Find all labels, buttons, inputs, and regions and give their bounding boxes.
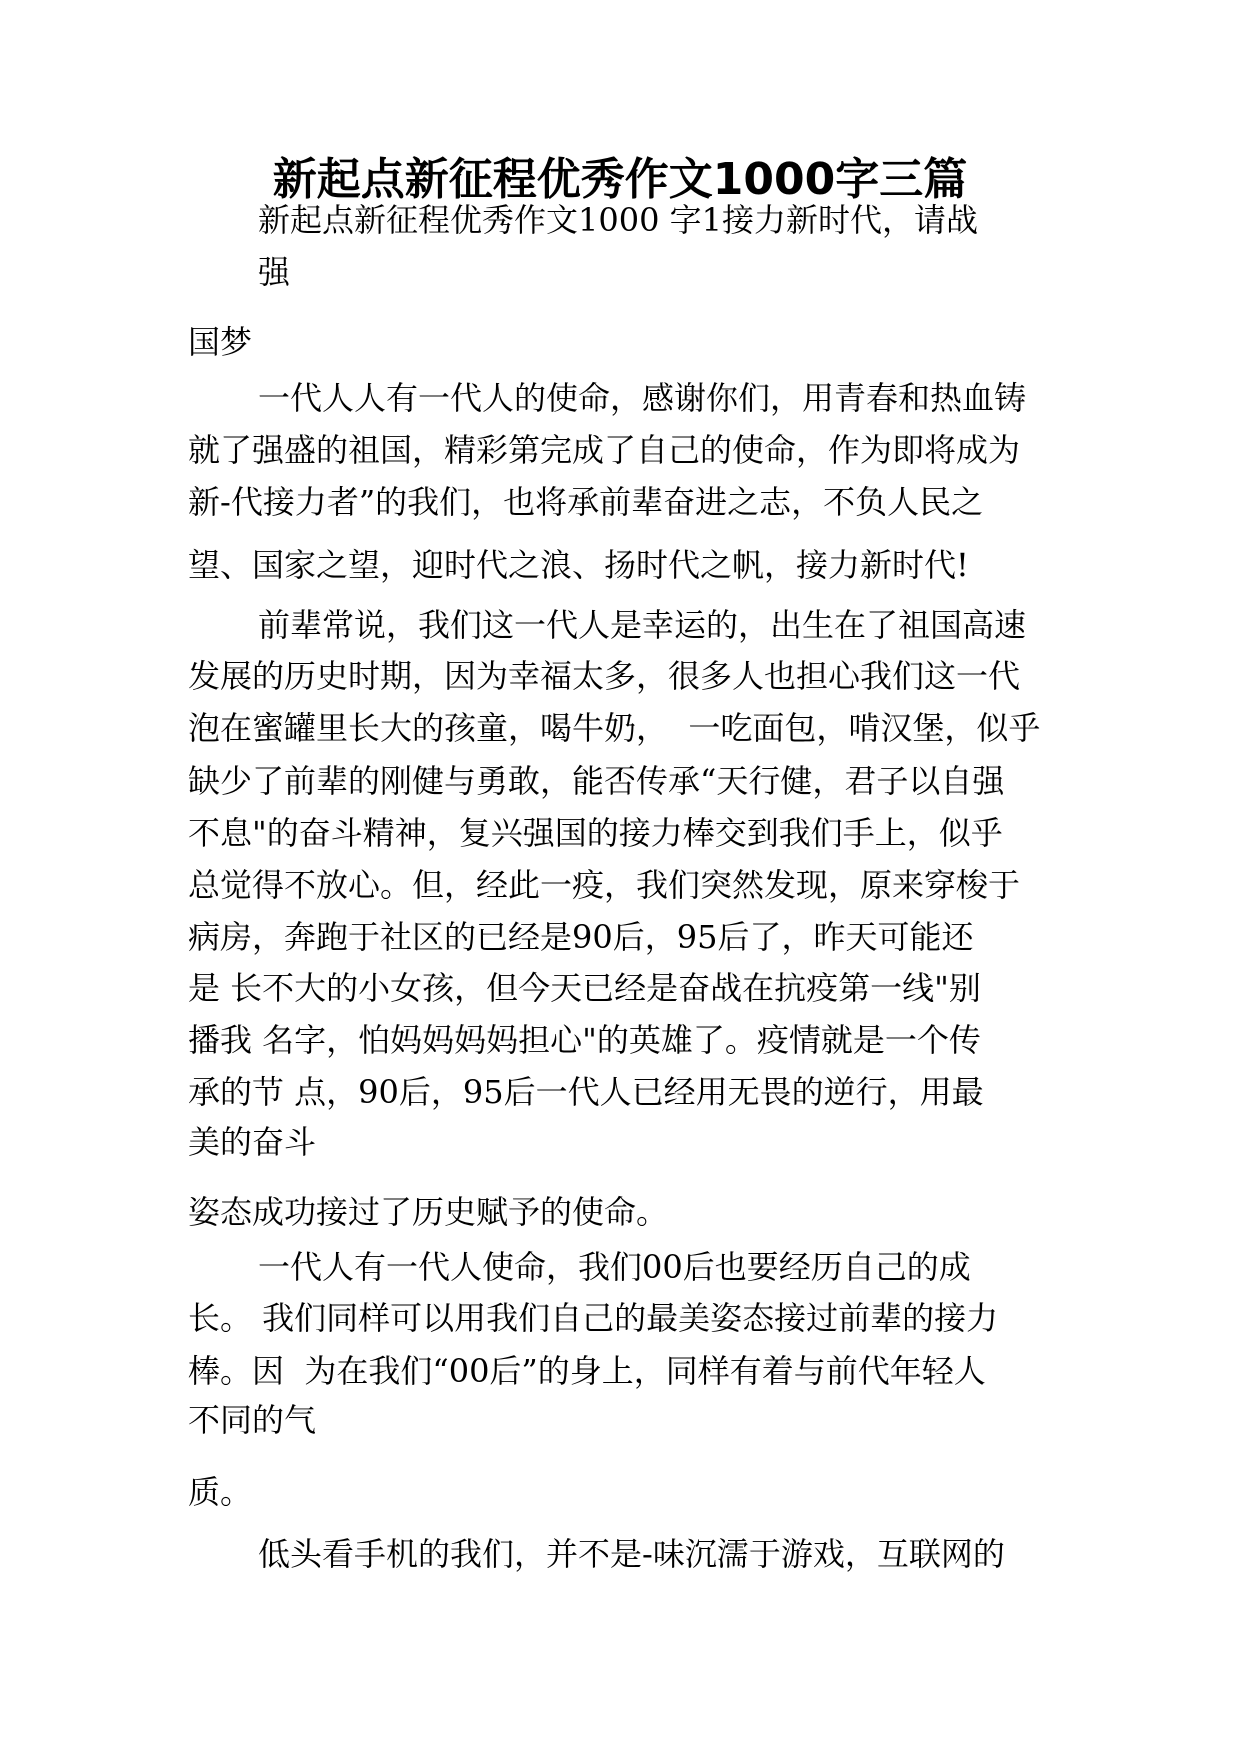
- text-line: 缺少了前辈的刚健与勇敢，能否传承“天行健，君子以自强: [188, 762, 1005, 800]
- text-line: 不息"的奋斗精神，复兴强国的接力棒交到我们手上，似乎: [188, 814, 1003, 852]
- text-line: 就了强盛的祖国，精彩第完成了自己的使命，作为即将成为: [188, 431, 1021, 469]
- text-line: 望、国家之望，迎时代之浪、扬时代之帆，接力新时代!: [188, 546, 969, 584]
- document-title: 新起点新征程优秀作文1000字三篇: [272, 154, 968, 205]
- text-line: 新-代接力者”的我们，也将承前辈奋进之志，不负人民之: [188, 483, 984, 521]
- text-line: 承的节 点，90后，95后一代人已经用无畏的逆行，用最: [188, 1073, 984, 1111]
- text-line: 泡在蜜罐里长大的孩童，喝牛奶， 一吃面包，啃汉堡，似乎: [188, 709, 1041, 747]
- text-line: 病房，奔跑于社区的已经是90后，95后了，昨天可能还: [188, 918, 974, 956]
- text-line: 强: [258, 253, 291, 291]
- text-line: 是 长不大的小女孩，但今天已经是奋战在抗疫第一线"别: [188, 969, 981, 1007]
- text-line: 不同的气: [188, 1401, 317, 1439]
- text-line: 美的奋斗: [188, 1123, 317, 1161]
- text-line: 质。: [188, 1473, 253, 1511]
- text-line: 低头看手机的我们，并不是-味沉濡于游戏，互联网的: [258, 1535, 1005, 1573]
- text-line: 前辈常说，我们这一代人是幸运的，出生在了祖国高速: [258, 606, 1027, 644]
- text-line: 一代人人有一代人的使命，感谢你们，用青春和热血铸: [258, 379, 1027, 417]
- text-line: 新起点新征程优秀作文1000 字1接力新时代，请战: [258, 201, 978, 239]
- text-line: 播我 名字，怕妈妈妈妈担心"的英雄了。疫情就是一个传: [188, 1021, 981, 1059]
- text-line: 国梦: [188, 323, 253, 361]
- text-line: 一代人有一代人使命，我们00后也要经历自己的成: [258, 1248, 971, 1286]
- text-line: 长。 我们同样可以用我们自己的最美姿态接过前辈的接力: [188, 1299, 999, 1337]
- text-line: 姿态成功接过了历史赋予的使命。: [188, 1193, 669, 1231]
- text-line: 棒。因 为在我们“00后”的身上，同样有着与前代年轻人: [188, 1352, 986, 1390]
- text-line: 发展的历史时期，因为幸福太多，很多人也担心我们这一代: [188, 657, 1021, 695]
- text-line: 总觉得不放心。但，经此一疫，我们突然发现，原来穿梭于: [188, 866, 1021, 904]
